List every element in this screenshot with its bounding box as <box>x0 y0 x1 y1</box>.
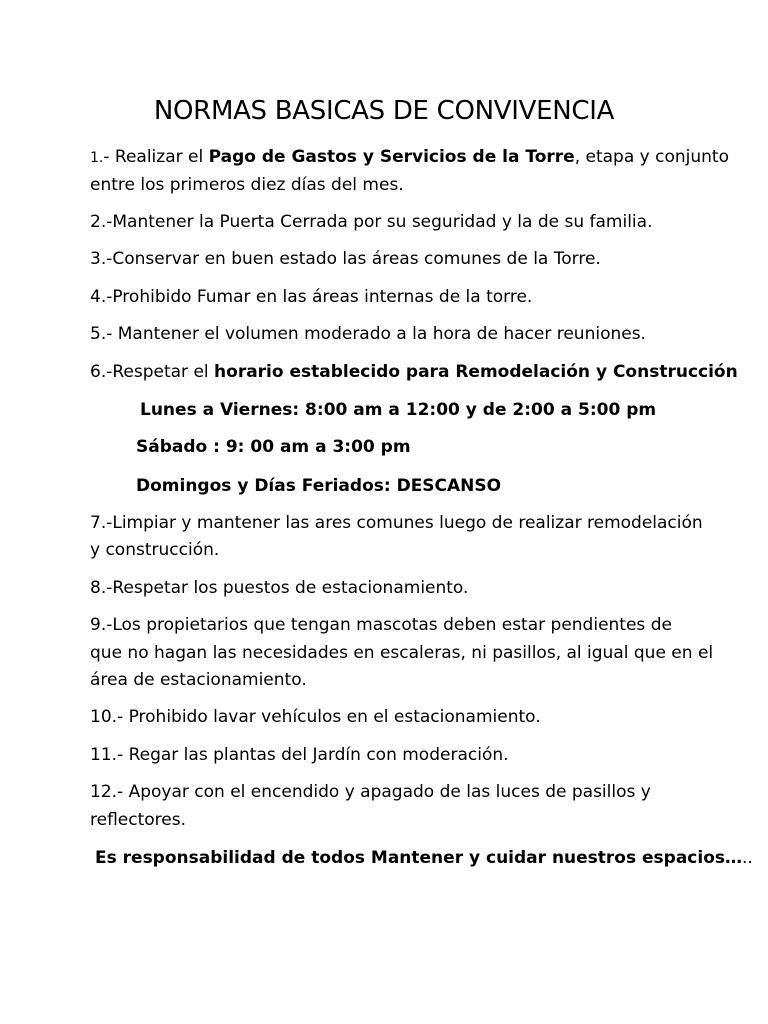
schedule-sundays-holidays: Domingos y Días Feriados: DESCANSO <box>136 476 502 496</box>
rule-7-line-1: 7.-Limpiar y mantener las ares comunes luego de realizar remodelación <box>90 513 703 533</box>
rule-1-number: 1. <box>90 150 104 166</box>
rule-11: 11.- Regar las plantas del Jardín con moderación. <box>90 745 509 765</box>
rule-4: 4.-Prohibido Fumar en las áreas internas de la torre. <box>90 287 533 307</box>
closing-tail: .. <box>742 848 753 868</box>
rule-9-line-1: 9.-Los propietarios que tengan mascotas deben estar pendientes de <box>90 615 672 635</box>
rule-3: 3.-Conservar en buen estado las áreas comunes de la Torre. <box>90 249 601 269</box>
rule-8: 8.-Respetar los puestos de estacionamiento. <box>90 578 469 598</box>
rule-12-line-2: reflectores. <box>90 810 186 830</box>
document-title: NORMAS BASICAS DE CONVIVENCIA <box>153 96 615 126</box>
rule-9-line-2: que no hagan las necesidades en escaleras, ni pasillos, al igual que en el <box>90 643 714 663</box>
rule-6-bold: horario establecido para Remodelación y Construcción <box>214 362 738 382</box>
rule-9-line-3: área de estacionamiento. <box>90 670 307 690</box>
rule-5: 5.- Mantener el volumen moderado a la hora de hacer reuniones. <box>90 324 646 344</box>
rule-7-line-2: y construcción. <box>90 540 220 560</box>
rule-10: 10.- Prohibido lavar vehículos en el estacionamiento. <box>90 707 541 727</box>
rule-1-prefix: - Realizar el <box>103 147 209 167</box>
rule-6 <box>90 358 738 386</box>
rule-2: 2.-Mantener la Puerta Cerrada por su seguridad y la de su familia. <box>90 212 653 232</box>
rule-1-line-2: entre los primeros diez días del mes. <box>90 175 404 195</box>
schedule-weekdays: Lunes a Viernes: 8:00 am a 12:00 y de 2:00 a 5:00 pm <box>140 400 657 420</box>
closing-bold: Es responsabilidad de todos Mantener y cuidar nuestros espacios… <box>95 848 743 868</box>
rule-6-prefix: 6.-Respetar el <box>90 362 215 382</box>
schedule-saturday: Sábado : 9: 00 am a 3:00 pm <box>136 437 411 457</box>
rule-1-bold: Pago de Gastos y Servicios de la Torre <box>208 147 575 167</box>
rule-1-line-1 <box>90 143 729 172</box>
rule-12-line-1: 12.- Apoyar con el encendido y apagado de las luces de pasillos y <box>90 782 651 802</box>
closing-statement <box>95 844 753 872</box>
rule-1-suffix: , etapa y conjunto <box>574 147 729 167</box>
